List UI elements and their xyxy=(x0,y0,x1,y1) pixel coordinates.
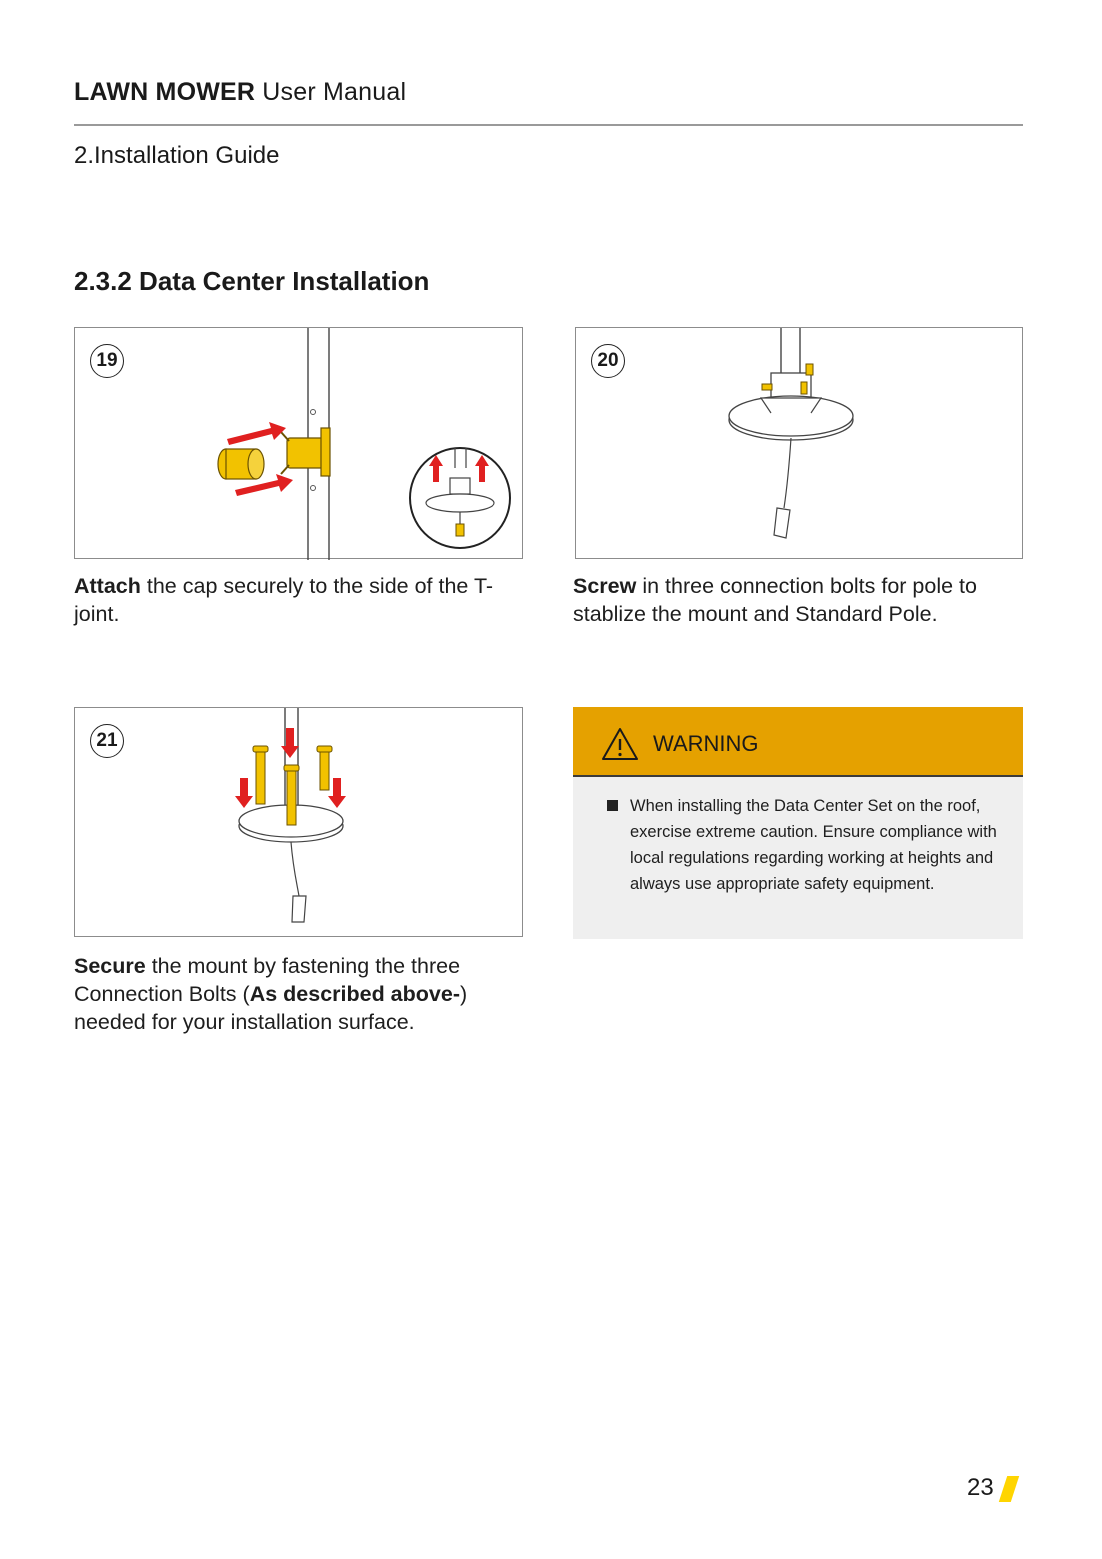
mount-bolts-diagram xyxy=(576,328,1024,560)
warning-label: WARNING xyxy=(653,731,759,756)
warning-header xyxy=(573,707,1023,777)
doc-title-suffix: User Manual xyxy=(262,78,407,106)
step-number-badge: 21 xyxy=(90,724,124,758)
step-21-emphasis: As described above- xyxy=(249,982,460,1006)
chapter-title: 2.Installation Guide xyxy=(74,142,280,169)
step-19-text: the cap securely to the side of the T-joint. xyxy=(74,574,494,626)
step-20-caption xyxy=(573,572,1033,628)
step-21-text-end: ) needed for your installation surface. xyxy=(74,982,468,1034)
step-20-verb: Screw xyxy=(573,574,637,598)
step-20-illustration xyxy=(575,327,1023,559)
doc-brand: LAWN MOWER xyxy=(74,78,256,106)
header-divider xyxy=(74,124,1023,126)
doc-title xyxy=(74,78,406,107)
step-number-badge: 19 xyxy=(90,344,124,378)
secure-mount-diagram xyxy=(75,708,524,938)
warning-triangle-icon xyxy=(601,727,639,761)
t-joint-cap-diagram xyxy=(75,328,524,560)
step-19-verb: Attach xyxy=(74,574,141,598)
step-21-text: the mount by fastening the three Connection Bolts ( xyxy=(74,954,461,1006)
page-number: 23 xyxy=(967,1474,994,1501)
page-accent-mark xyxy=(999,1476,1019,1502)
bullet-square-icon xyxy=(607,800,618,811)
step-19-illustration xyxy=(74,327,523,559)
step-20-text: in three connection bolts for pole to stablize the mount and Standard Pole. xyxy=(573,574,977,626)
step-19-caption xyxy=(74,572,534,628)
step-21-illustration xyxy=(74,707,523,937)
section-title: 2.3.2 Data Center Installation xyxy=(74,266,430,296)
step-number-badge: 20 xyxy=(591,344,625,378)
step-21-caption xyxy=(74,952,544,1036)
step-21-verb: Secure xyxy=(74,954,146,978)
warning-box xyxy=(573,707,1023,939)
warning-text: When installing the Data Center Set on the roof, exercise extreme caution. Ensure compliance with local regulations regarding working at heights and always use appropriate safety equipment. xyxy=(630,797,997,893)
